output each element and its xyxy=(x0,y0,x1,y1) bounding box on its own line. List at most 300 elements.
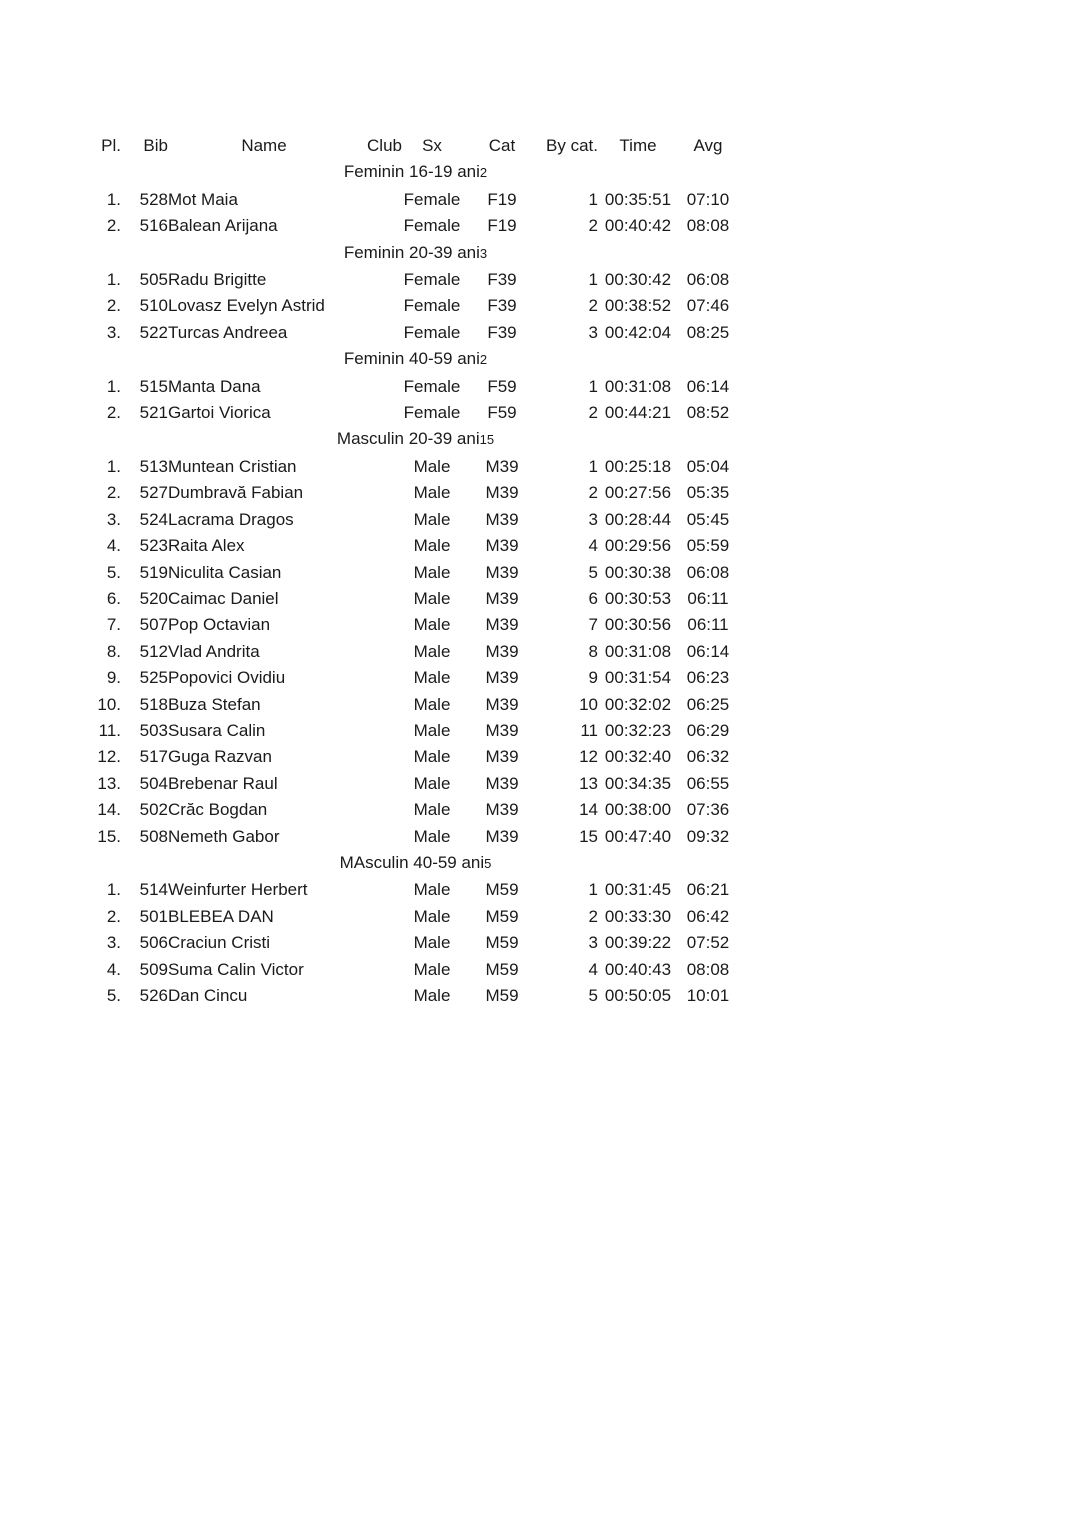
col-header-club: Club xyxy=(367,136,402,155)
cell-sx: Female xyxy=(403,296,461,316)
cell-cat: M39 xyxy=(485,747,519,767)
col-header-sx: Sx xyxy=(422,136,442,155)
cell-avg: 06:08 xyxy=(686,270,730,290)
result-row xyxy=(93,983,738,1009)
cell-pl: 7. xyxy=(106,615,121,635)
cell-club xyxy=(360,797,402,823)
cell-sx: Male xyxy=(413,536,451,556)
cell-name: Lacrama Dragos xyxy=(168,509,294,529)
cell-sx: Male xyxy=(413,959,451,979)
cell-bycat: 1 xyxy=(588,376,598,396)
cell-name: Nemeth Gabor xyxy=(168,826,280,846)
cell-bycat: 2 xyxy=(588,483,598,503)
cell-name: Lovasz Evelyn Astrid xyxy=(168,296,325,316)
cell-bycat: 1 xyxy=(588,270,598,290)
section-title: Feminin 20-39 ani xyxy=(343,242,480,262)
cell-avg: 06:08 xyxy=(686,562,730,582)
col-header-pl: Pl. xyxy=(101,136,121,155)
cell-sx: Male xyxy=(413,483,451,503)
cell-cat: M39 xyxy=(485,773,519,793)
cell-pl: 5. xyxy=(106,986,121,1005)
result-row xyxy=(93,400,738,426)
cell-cat: F59 xyxy=(487,376,517,396)
cell-pl: 15. xyxy=(97,826,121,846)
result-row xyxy=(93,213,738,239)
result-row xyxy=(93,586,738,612)
cell-name: Guga Razvan xyxy=(168,747,272,767)
cell-bib: 502 xyxy=(139,800,168,820)
cell-cat: M39 xyxy=(485,615,519,635)
cell-bib: 525 xyxy=(139,668,168,688)
cell-pl: 2. xyxy=(106,403,121,423)
section-header-cell xyxy=(93,346,738,373)
cell-avg: 08:25 xyxy=(686,322,730,342)
section-count: 3 xyxy=(479,245,488,261)
cell-club xyxy=(360,744,402,770)
result-row xyxy=(93,824,738,850)
cell-time: 00:40:43 xyxy=(604,959,672,979)
cell-club xyxy=(360,665,402,691)
cell-time: 00:30:53 xyxy=(604,588,672,608)
cell-time: 00:34:35 xyxy=(604,773,672,793)
cell-sx: Male xyxy=(413,562,451,582)
cell-cat: F39 xyxy=(487,296,517,316)
cell-cat: F39 xyxy=(487,322,517,342)
cell-name: Gartoi Viorica xyxy=(168,403,271,423)
cell-pl: 4. xyxy=(106,959,121,979)
cell-bib: 505 xyxy=(139,270,168,290)
cell-bycat: 12 xyxy=(579,747,598,767)
cell-cat: M59 xyxy=(485,906,519,926)
cell-sx: Male xyxy=(413,773,451,793)
cell-name: Turcas Andreea xyxy=(168,322,288,342)
cell-bycat: 3 xyxy=(588,322,598,342)
cell-avg: 08:52 xyxy=(686,403,730,423)
section-count: 2 xyxy=(479,352,488,368)
cell-bib: 518 xyxy=(139,694,168,714)
cell-pl: 1. xyxy=(106,880,121,900)
cell-time: 00:39:22 xyxy=(604,933,672,953)
cell-bycat: 3 xyxy=(588,509,598,529)
cell-bycat: 13 xyxy=(579,773,598,793)
section-header-row xyxy=(93,426,738,453)
cell-club xyxy=(360,400,402,426)
cell-time: 00:31:45 xyxy=(604,880,672,900)
cell-bib: 521 xyxy=(139,403,168,423)
cell-sx: Female xyxy=(403,376,461,396)
cell-bycat: 7 xyxy=(588,615,598,635)
cell-club xyxy=(360,267,402,293)
cell-club xyxy=(360,560,402,586)
cell-bib: 514 xyxy=(139,880,168,900)
cell-pl: 9. xyxy=(106,668,121,688)
result-row xyxy=(93,639,738,665)
cell-sx: Male xyxy=(413,720,451,740)
cell-bib: 527 xyxy=(139,483,168,503)
section-header-cell xyxy=(93,426,738,453)
cell-avg: 06:21 xyxy=(686,880,730,900)
cell-sx: Male xyxy=(413,456,451,476)
cell-name: BLEBEA DAN xyxy=(168,906,274,926)
cell-cat: M39 xyxy=(485,562,519,582)
cell-club xyxy=(360,930,402,956)
cell-bycat: 4 xyxy=(588,959,598,979)
cell-bycat: 5 xyxy=(588,986,598,1005)
cell-club xyxy=(360,824,402,850)
cell-avg: 05:59 xyxy=(686,536,730,556)
section-count: 15 xyxy=(479,432,495,448)
cell-name: Pop Octavian xyxy=(168,615,271,635)
cell-bib: 516 xyxy=(139,216,168,236)
cell-pl: 4. xyxy=(106,536,121,556)
cell-sx: Female xyxy=(403,189,461,209)
cell-cat: M39 xyxy=(485,588,519,608)
cell-name: Balean Arijana xyxy=(168,216,278,236)
cell-cat: M59 xyxy=(485,880,519,900)
section-title: MAsculin 40-59 ani xyxy=(339,852,485,872)
cell-time: 00:38:00 xyxy=(604,800,672,820)
cell-bycat: 8 xyxy=(588,641,598,661)
cell-club xyxy=(360,718,402,744)
cell-sx: Male xyxy=(413,986,451,1005)
cell-bib: 504 xyxy=(139,773,168,793)
cell-time: 00:27:56 xyxy=(604,483,672,503)
cell-sx: Male xyxy=(413,615,451,635)
section-title: Feminin 16-19 ani xyxy=(343,162,480,182)
cell-club xyxy=(360,507,402,533)
cell-sx: Male xyxy=(413,747,451,767)
cell-pl: 1. xyxy=(106,456,121,476)
cell-avg: 07:46 xyxy=(686,296,730,316)
cell-pl: 11. xyxy=(98,720,121,740)
col-header-bycat: By cat. xyxy=(546,136,598,155)
cell-pl: 3. xyxy=(106,322,121,342)
cell-pl: 2. xyxy=(106,483,121,503)
section-header-cell xyxy=(93,240,738,267)
cell-bycat: 9 xyxy=(588,668,598,688)
cell-club xyxy=(360,187,402,213)
cell-bib: 526 xyxy=(139,986,168,1005)
cell-time: 00:30:56 xyxy=(604,615,672,635)
cell-time: 00:29:56 xyxy=(604,536,672,556)
cell-sx: Male xyxy=(413,826,451,846)
cell-avg: 06:23 xyxy=(686,668,730,688)
cell-pl: 1. xyxy=(106,189,121,209)
cell-cat: M39 xyxy=(485,483,519,503)
cell-pl: 3. xyxy=(106,933,121,953)
cell-club xyxy=(360,692,402,718)
cell-name: Popovici Ovidiu xyxy=(168,668,286,688)
col-header-name: Name xyxy=(241,136,287,155)
cell-time: 00:28:44 xyxy=(604,509,672,529)
cell-cat: F19 xyxy=(487,216,517,236)
cell-cat: M39 xyxy=(485,641,519,661)
cell-avg: 05:35 xyxy=(686,483,730,503)
result-row xyxy=(93,533,738,559)
section-title: Masculin 20-39 ani xyxy=(336,429,480,449)
section-header-cell xyxy=(93,159,738,186)
cell-sx: Male xyxy=(413,641,451,661)
cell-avg: 06:14 xyxy=(686,641,730,661)
cell-name: Crăc Bogdan xyxy=(168,800,268,820)
cell-cat: M39 xyxy=(485,668,519,688)
cell-sx: Male xyxy=(413,800,451,820)
cell-name: Weinfurter Herbert xyxy=(168,880,308,900)
cell-avg: 06:29 xyxy=(686,720,730,740)
cell-bib: 513 xyxy=(139,456,168,476)
result-row xyxy=(93,480,738,506)
result-row xyxy=(93,718,738,744)
cell-time: 00:25:18 xyxy=(604,456,672,476)
cell-club xyxy=(360,533,402,559)
cell-bib: 501 xyxy=(139,906,168,926)
cell-bycat: 1 xyxy=(588,880,598,900)
cell-pl: 1. xyxy=(106,376,121,396)
cell-bycat: 2 xyxy=(588,296,598,316)
cell-time: 00:31:08 xyxy=(604,376,672,396)
cell-name: Muntean Cristian xyxy=(168,456,297,476)
cell-club xyxy=(360,904,402,930)
section-header-row xyxy=(93,346,738,373)
cell-cat: M59 xyxy=(485,959,519,979)
cell-club xyxy=(360,639,402,665)
cell-name: Dumbravă Fabian xyxy=(168,483,304,503)
cell-pl: 13. xyxy=(97,773,121,793)
cell-bib: 524 xyxy=(139,509,168,529)
col-header-time: Time xyxy=(619,136,657,155)
cell-bib: 503 xyxy=(139,720,168,740)
table-header-row xyxy=(93,133,738,159)
cell-time: 00:47:40 xyxy=(604,826,672,846)
cell-avg: 10:01 xyxy=(686,986,730,1005)
cell-pl: 5. xyxy=(106,562,121,582)
cell-time: 00:44:21 xyxy=(604,403,672,423)
section-count: 2 xyxy=(479,165,488,181)
cell-avg: 07:52 xyxy=(686,933,730,953)
cell-pl: 14. xyxy=(97,800,121,820)
cell-avg: 06:55 xyxy=(686,773,730,793)
cell-time: 00:31:54 xyxy=(604,668,672,688)
result-row xyxy=(93,267,738,293)
cell-bib: 510 xyxy=(139,296,168,316)
cell-name: Radu Brigitte xyxy=(168,270,267,290)
cell-sx: Female xyxy=(403,322,461,342)
cell-time: 00:38:52 xyxy=(604,296,672,316)
cell-sx: Male xyxy=(413,588,451,608)
section-header-row xyxy=(93,850,738,877)
result-row xyxy=(93,692,738,718)
cell-club xyxy=(360,213,402,239)
cell-avg: 06:11 xyxy=(687,615,729,635)
cell-club xyxy=(360,957,402,983)
cell-cat: F39 xyxy=(487,270,517,290)
result-row xyxy=(93,744,738,770)
cell-cat: M39 xyxy=(485,720,519,740)
cell-bycat: 5 xyxy=(588,562,598,582)
cell-sx: Male xyxy=(413,880,451,900)
cell-cat: M39 xyxy=(485,536,519,556)
cell-bib: 509 xyxy=(139,959,168,979)
result-row xyxy=(93,187,738,213)
cell-sx: Male xyxy=(413,694,451,714)
result-row xyxy=(93,877,738,903)
cell-club xyxy=(360,983,402,1009)
cell-bycat: 11 xyxy=(580,720,598,740)
cell-bib: 507 xyxy=(139,615,168,635)
cell-sx: Female xyxy=(403,403,461,423)
cell-club xyxy=(360,374,402,400)
cell-cat: M39 xyxy=(485,456,519,476)
cell-cat: F59 xyxy=(487,403,517,423)
cell-bycat: 2 xyxy=(588,216,598,236)
cell-name: Dan Cincu xyxy=(168,986,248,1005)
cell-name: Suma Calin Victor xyxy=(168,959,304,979)
cell-avg: 06:11 xyxy=(687,588,729,608)
col-header-avg: Avg xyxy=(693,136,723,155)
cell-cat: F19 xyxy=(487,189,517,209)
cell-pl: 8. xyxy=(106,641,121,661)
cell-time: 00:42:04 xyxy=(604,322,672,342)
cell-cat: M39 xyxy=(485,800,519,820)
cell-sx: Male xyxy=(413,509,451,529)
section-title: Feminin 40-59 ani xyxy=(343,349,480,369)
cell-time: 00:50:05 xyxy=(604,986,672,1005)
cell-club xyxy=(360,293,402,319)
cell-time: 00:30:42 xyxy=(604,270,672,290)
cell-bib: 517 xyxy=(139,747,168,767)
cell-bycat: 10 xyxy=(579,694,598,714)
result-row xyxy=(93,665,738,691)
cell-bib: 522 xyxy=(139,322,168,342)
cell-bib: 520 xyxy=(139,588,168,608)
cell-pl: 10. xyxy=(97,694,121,714)
cell-bib: 512 xyxy=(139,641,168,661)
cell-club xyxy=(360,480,402,506)
result-row xyxy=(93,612,738,638)
cell-sx: Male xyxy=(413,933,451,953)
cell-cat: M59 xyxy=(485,933,519,953)
cell-avg: 05:45 xyxy=(686,509,730,529)
cell-club xyxy=(360,454,402,480)
cell-pl: 2. xyxy=(106,296,121,316)
cell-bycat: 6 xyxy=(588,588,598,608)
result-row xyxy=(93,797,738,823)
cell-avg: 08:08 xyxy=(686,216,730,236)
cell-name: Manta Dana xyxy=(168,376,261,396)
cell-avg: 06:14 xyxy=(686,376,730,396)
result-row xyxy=(93,771,738,797)
cell-name: Niculita Casian xyxy=(168,562,282,582)
cell-name: Brebenar Raul xyxy=(168,773,278,793)
results-table xyxy=(93,133,738,1009)
result-row xyxy=(93,507,738,533)
cell-time: 00:32:40 xyxy=(604,747,672,767)
cell-sx: Female xyxy=(403,216,461,236)
section-count: 5 xyxy=(484,855,492,871)
cell-bib: 528 xyxy=(139,189,168,209)
cell-bib: 523 xyxy=(139,536,168,556)
cell-sx: Male xyxy=(413,906,451,926)
cell-pl: 2. xyxy=(106,216,121,236)
cell-name: Raita Alex xyxy=(168,536,245,556)
cell-pl: 12. xyxy=(97,747,121,767)
cell-club xyxy=(360,586,402,612)
cell-pl: 3. xyxy=(106,509,121,529)
cell-bycat: 4 xyxy=(588,536,598,556)
cell-name: Caimac Daniel xyxy=(168,588,279,608)
cell-name: Buza Stefan xyxy=(168,694,261,714)
cell-sx: Female xyxy=(403,270,461,290)
cell-sx: Male xyxy=(413,668,451,688)
cell-bycat: 15 xyxy=(579,826,598,846)
cell-time: 00:33:30 xyxy=(604,906,672,926)
cell-time: 00:35:51 xyxy=(604,189,672,209)
cell-cat: M39 xyxy=(485,826,519,846)
cell-pl: 2. xyxy=(106,906,121,926)
cell-bycat: 1 xyxy=(588,189,598,209)
cell-avg: 06:25 xyxy=(686,694,730,714)
result-row xyxy=(93,374,738,400)
cell-bib: 519 xyxy=(139,562,168,582)
section-header-row xyxy=(93,159,738,186)
cell-bib: 508 xyxy=(139,826,168,846)
cell-name: Susara Calin xyxy=(168,720,266,740)
cell-bib: 506 xyxy=(139,933,168,953)
result-row xyxy=(93,957,738,983)
cell-cat: M39 xyxy=(485,509,519,529)
cell-time: 00:32:23 xyxy=(604,720,672,740)
cell-bycat: 2 xyxy=(588,906,598,926)
result-row xyxy=(93,454,738,480)
cell-club xyxy=(360,612,402,638)
cell-avg: 08:08 xyxy=(686,959,730,979)
cell-time: 00:31:08 xyxy=(604,641,672,661)
cell-name: Mot Maia xyxy=(168,189,238,209)
cell-avg: 09:32 xyxy=(686,826,730,846)
cell-bycat: 3 xyxy=(588,933,598,953)
cell-avg: 07:10 xyxy=(686,189,730,209)
result-row xyxy=(93,560,738,586)
cell-avg: 05:04 xyxy=(686,456,730,476)
section-header-cell xyxy=(93,850,738,877)
cell-avg: 07:36 xyxy=(686,800,730,820)
cell-cat: M39 xyxy=(485,694,519,714)
cell-bycat: 2 xyxy=(588,403,598,423)
section-header-row xyxy=(93,240,738,267)
col-header-cat: Cat xyxy=(488,136,516,155)
col-header-bib: Bib xyxy=(143,136,168,155)
cell-time: 00:30:38 xyxy=(604,562,672,582)
result-row xyxy=(93,293,738,319)
cell-cat: M59 xyxy=(485,986,519,1005)
results-table-body xyxy=(93,159,738,1009)
cell-avg: 06:32 xyxy=(686,747,730,767)
cell-club xyxy=(360,320,402,346)
cell-bib: 515 xyxy=(139,376,168,396)
cell-bycat: 14 xyxy=(579,800,598,820)
cell-time: 00:32:02 xyxy=(604,694,672,714)
cell-avg: 06:42 xyxy=(686,906,730,926)
cell-time: 00:40:42 xyxy=(604,216,672,236)
cell-club xyxy=(360,877,402,903)
cell-pl: 1. xyxy=(106,270,121,290)
cell-name: Vlad Andrita xyxy=(168,641,260,661)
cell-club xyxy=(360,771,402,797)
cell-bycat: 1 xyxy=(588,456,598,476)
result-row xyxy=(93,320,738,346)
result-row xyxy=(93,930,738,956)
result-row xyxy=(93,904,738,930)
